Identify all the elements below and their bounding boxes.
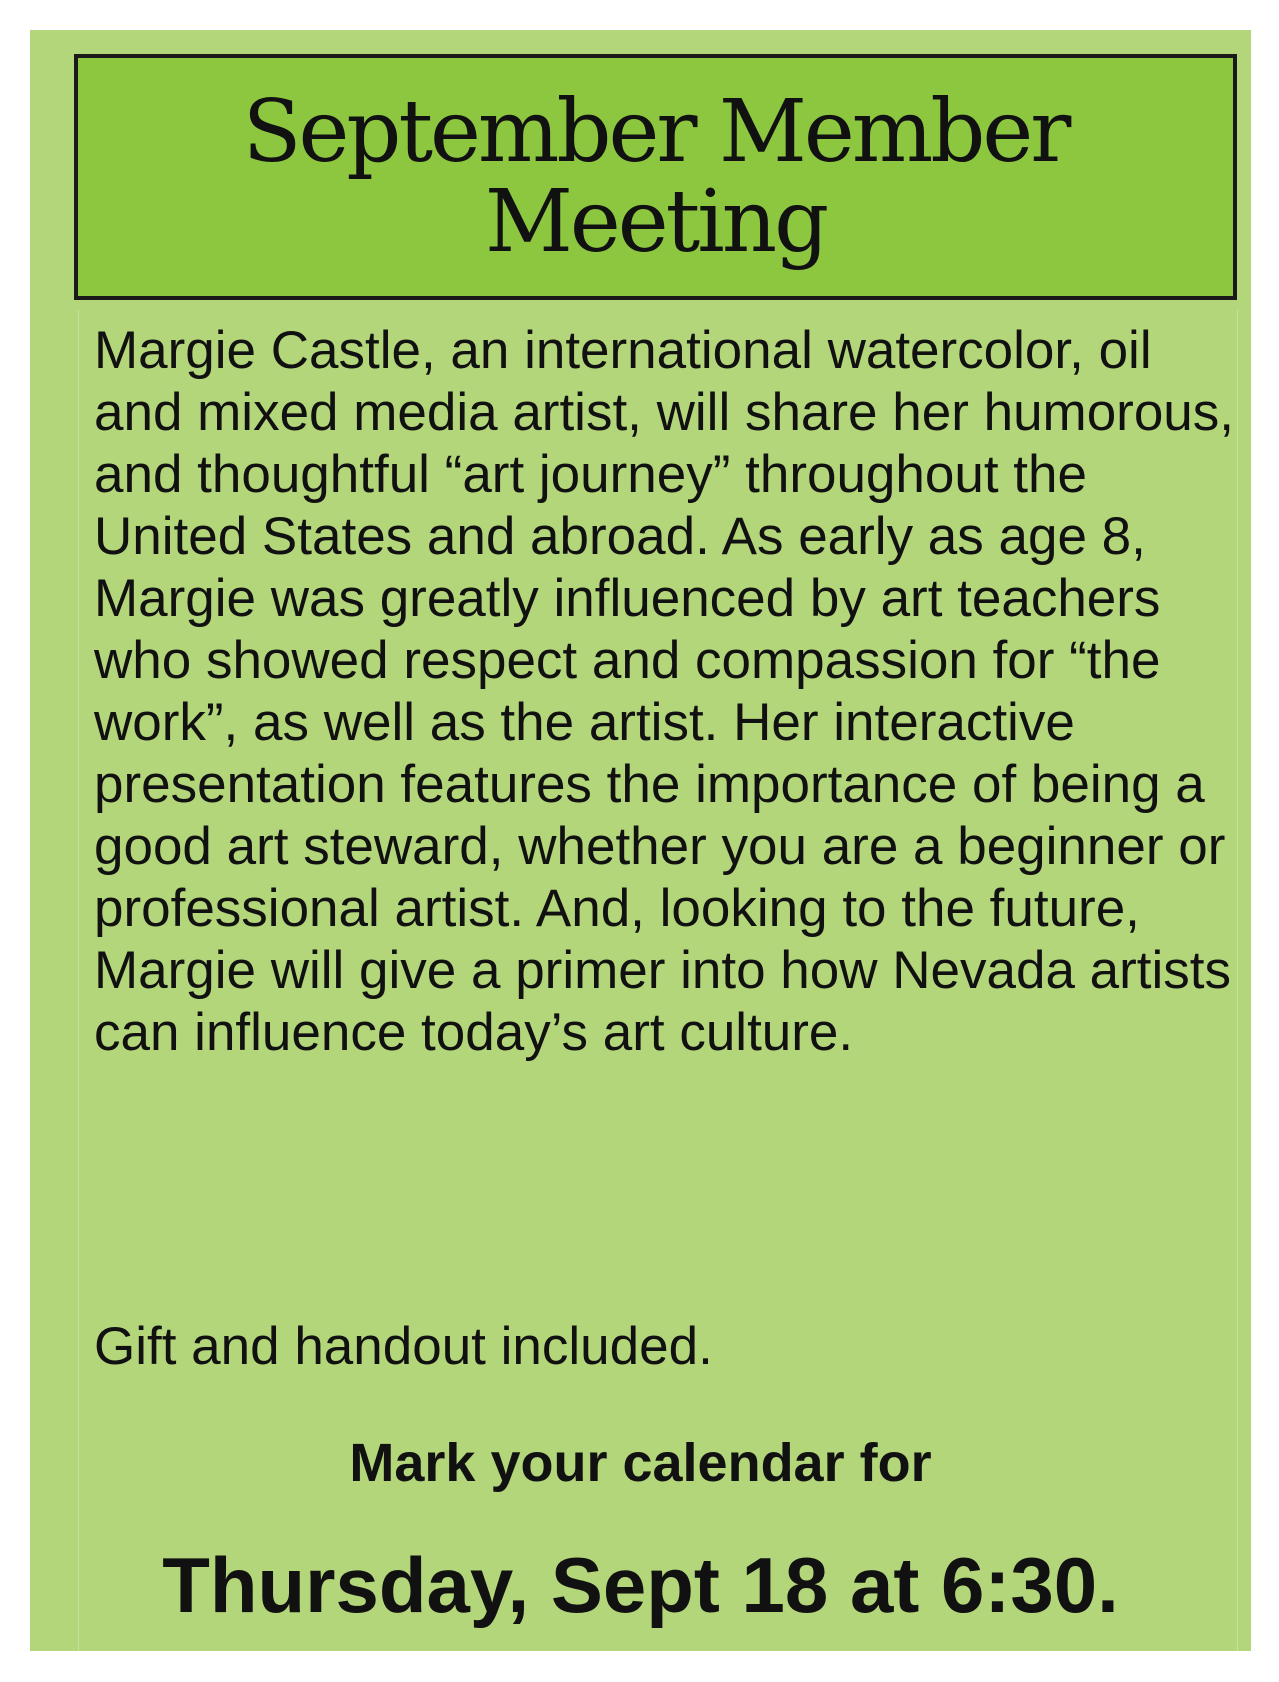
calendar-prompt: Mark your calendar for [349,1433,932,1493]
event-description: Margie Castle, an international watercolor, oil and mixed media artist, will share her humorous, and thoughtful “art journey” throughout the United States and abroad. As early as age 8, Margie was greatly influenced by art teachers who showed respect and compassion for “the work”, as well as the artist. Her interactive presentation features the importance of being a good art steward, whether you are a beginner or professional artist. And, looking to the future, Margie will give a primer into how Nevada artists can influence today’s art culture. [94,321,1234,1062]
title-banner [74,54,1237,300]
gift-note: Gift and handout included. [94,1317,713,1376]
meeting-flyer [30,30,1251,1651]
event-date-time: Thursday, Sept 18 at 6:30. [162,1541,1119,1629]
flyer-title: September Member Meeting [242,82,1069,272]
